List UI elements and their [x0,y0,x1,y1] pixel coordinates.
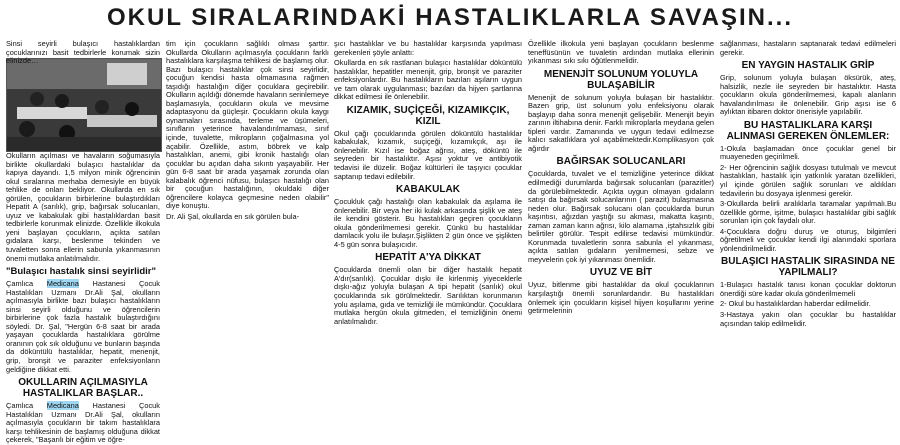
col5-paragraph-2: Grip, solunum yoluyla bulaşan öksürük, ateş, halsizlik, nezle ile seyreden bir hastalıktır. Hasta çocukların okula gönderilmemesi, kapalı alanların havalandırılması ile önlenebilir. Grip aşısı ise 6 aylıktan itibaren doktor önerisiyle yapılabilir. [720,73,896,117]
col5-paragraph-6: 4-Çocuklara doğru duruş ve oturuş, bilgimleri öğretilmeli ve çocuklar kendi ilgi alanındaki sporlara yönlendirilmelidir. [720,226,896,253]
col3-paragraph-1: şıcı hastalıklar ve bu hastalıklar karşısında yapılması gerekenleri şöyle anlattı: [334,39,522,57]
col5-paragraph-4: 2- Her öğrencinin sağlık dosyası tutulmalı ve mevcut hastalıkları, hastalık için yatkınlık yaratan özellikleri, yıl içinde görülen sağlık sorunları ve aldıkları tedavilerin bu dosyaya işlenmesi gerekir. [720,162,896,198]
subheading-uyuz: UYUZ VE BİT [589,267,653,279]
subheading-kabakulak: KABAKULAK [396,184,460,196]
column-1 [6,151,160,445]
col3-paragraph-5: Çocuklarda önemli olan bir diğer hastalık hepatit A'dır(sarılık). Çocuklar dışkı ile kirlenmiş yiyeceklerle dışkı-ağız yoluyla bulaşan A tipi hepatit (sarılık) okul çocuklarında sık görülmektedir. Sarılıktan korunmanın yolu aşılama, gıda ve temizliği ile mümkündür. Çocuklara mutlaka hergün okula gitmeden, el temizliğinin önemi anlatılmalıdır. [334,265,522,326]
highlight-medicana-2: Medicana [46,401,79,411]
subheading-bagirsak: BAĞIRSAK SOLUCANLARI [556,156,686,168]
col5-paragraph-8: 2- Okul bu hastalıklardan haberdar edilmelidir. [720,299,871,309]
classroom-photo [6,58,162,152]
col2-paragraph-1: tim için çocukların sağlıklı olması şarttır. Okullarda Okulların açılmasıyla çocukların farklı hastalıklara karşılaşma tehlikesi de başlamış olur. Bazı bulaşıcı hastalıklar çok sinsi seyirlidir, çocuğun kendisi hasta olmamasına rağmen taşıdığı hastalığın diğer çocuklara geçirebilir. Okulların açıldığı dönemde havaların serinlemeye başlamasıyla, çocukların okula ve mevsime adaptasyonu da güçleşir. Çocukların okula kaygı oynamaları sırasında, terleme ve üşümeleri, sınıfların yeterince havalandırılmaması, sınıf içinde, tuvalette, mikropların çoğalmasına yol açabilir. Özellikle, astım, böbrek ve kalp hastalıkları, anemi, gibi kronik hastalığı olan çocuklar bu açıdan daha sıkıntı yaşayabilir. Her gün 6-8 saat bir arada yaşamak zorunda olan kalabalık öğrenci nüfusu, bulaşıcı hastalığı olan bir çocuğun hastalığının, okuldaki diğer öğrencilere kolayca geçmesine neden olabilir" diye konuştu. [166,39,329,211]
col3-paragraph-2: Okullarda en sık rastlanan bulaşıcı hastalıklar döküntülü hastalıklar, hepatitler menenjit, grip, bronşit ve paraziter enfeksiyonlardır. Bu hastalıkların bazıları aşıların uygun ve tam olarak uygulanması; bazıları da hijyen şartlarına dikkat edilmesi ile önlenebilir. [334,58,522,102]
column-4 [528,40,714,416]
col5-paragraph-5: 3-Okullarda belirli aralıklarla taramalar yapılmalı.Bu özellikle görme, işitme, bulaşıcı hastalıklar gibi sağlık sorunları için çok faydalı olur. [720,199,896,226]
col4-paragraph-4: Uyuz, bitlenme gibi hastalıklar da okul çocuklarının karşılaştığı önemli sorunlardandır. Bu hastalıkları önlemek için çocukların kişisel hijyen koşullarını yerine getirmelerinin [528,280,714,316]
col3-paragraph-3: Okul çağı çocuklarında görülen döküntülü hastalıklar kabakulak, kızamık, suçiçeği, kızamıkçık, aşı ile önlenebilir. Kızıl ise boğaz ağrısı, ateş, döküntü ile seyreden bir hastalıktır. Aşısı yoktur ve antibiyotik tedavisi ile düzelir. Boğaz kültürleri ile taşıyıcı çocuklar saptanıp tedavi edilebilir. [334,128,522,181]
col4-paragraph-2: Menenjit de solunum yoluyla bulaşan bir hastalıktır. Bazen grip, üst solunum yolu enfeksiyonu olarak başlayıp daha sonra menenjit gelişebilir. Menenjit beyin zarının iltihabına denir. Farklı mikroplarla meydana gelen tipleri vardır. Zamanında ve uygun tedavi edilmezse kalıcı sakatlıklara yol açabilmektedir.Komplikasyon çok ağırdır [528,92,714,153]
column-2 [166,40,329,416]
highlight-medicana: Medicana [46,279,79,289]
column-3 [334,40,522,416]
col5-paragraph-1: sağlanması, hastaların saptanarak tedavi edilmeleri gerekir. [720,39,896,57]
subheading-hepatit: HEPATİT A'YA DİKKAT [375,252,481,264]
column-1-top [6,39,160,66]
classroom-photo-image [7,59,161,151]
subheading-okullarin-acilmasi: OKULLARIN AÇILMASIYLA HASTALIKLAR BAŞLAR.. [18,377,148,400]
column-5 [720,40,896,416]
subheading-ne-yapilmali: BULAŞICI HASTALIK SIRASINDA NE YAPILMALI? [721,256,895,279]
subheading-bulasici: "Bulaşıcı hastalık sinsi seyirlidir" [6,266,156,278]
col1-paragraph-3: Çamlıca Medicana Hastanesi Çocuk Hastalıkları Uzmanı Dr.Ali Şal, okulların açılmasıyla çocukların bir takım hastalıklara karşı tehlikesinin de başlamış olduğuna dikkat çekerek, "Başarılı bir eğitim ve öğre- [6,401,160,445]
subheading-kizamik: KIZAMIK, SUÇİÇEĞİ, KIZAMIKÇIK, KIZIL [346,104,510,127]
subheading-onlemler: BU HASTALIKLARA KARŞI ALINMASI GEREKEN ÖNLEMLER: [726,119,890,142]
headline: OKUL SIRALARINDAKİ HASTALIKLARLA SAVAŞIN... [107,4,793,31]
col4-paragraph-3: Çocuklarda, tuvalet ve el temizliğine yeterince dikkat edilmediği durumlarda bağırsak solucanları (parazitler) da görülebilmektedir. Açıkta uygun olmayan gıdaların satışı da bağırsak solucanlarının ( parazit) bulaşmasına neden olur. Bağırsak solucanı olan çocuklarda burun kaşıntısı, ağızdan yaştığı su akması, makatta kaşıntı, zaman zaman karın ağrısı, kilo alamama ,iştahsızlık gibi belirtiler görülür. Tespit edilirse tedavisi mümkündür. Korunmada tuvaletlerin sonra sabunla el yıkanması, açıkta satılan gıdaların yenilmemesi, sebze ve meyvelerin çok iyi yıkanması önemlidir. [528,169,714,264]
col1-paragraph-1: Okulların açılması ve havaların soğumasıyla birlikte okullardaki bulaşıcı hastalıklar da kapıya dayandı. 1,5 milyon minik öğrencinin okul sıralarına merhaba demesiyle en büyük tehlike de onları bekliyor. Okullarda en sık görülen, çocukların birbirlerine bulaştırdıkları Hepatit A (sarılık), grip, bağırsak solucanları, uyuz ve kabakulak gibi hastalıklardan basit tedbirlerle korunmak elinizde. Özellikle ilkokula yeni başlayan çocukların, açıkta satılan gıdalara karşı, beslenme tekinden ve tuvaletten sonra ellerin sabunla yıkanmasının önemi mutlaka anlatılmalıdır. [6,151,160,263]
col5-paragraph-9: 3-Hastaya yakın olan çocuklar bu hastalıklar açısından takip edilmelidir. [720,310,896,328]
col5-paragraph-7: 1-Bulaşıcı hastalık tanısı konan çocuklar doktorun önerdiği süre kadar okula gönderilmemeli [720,280,896,298]
col1-paragraph-2: Çamlıca Medicana Hastanesi Çocuk Hastalıkları Uzmanı Dr.Ali Şal, okulların açılmasıyla birlikte bazı bulaşıcı hastalıkların sinsi seyirli olduğunu ve öğrencilerin birbirlerine çok fazla hastalık bulaştırdığını söyledi. Dr. Şal, "Hergün 6-8 saat bir arada yaşayan çocuklarda hastalıklara görülme oranının çok sık olduğunu ve bunların başında da döküntülü hastalıklar, hepatit, menenjit, grip, bronşit ve paraziter enfeksiyonların geldiğine dikkat etti. [6,279,160,374]
intro-text: Sinsi seyirli bulaşıcı hastalıklardan çocuklarınızı basit tedbirlerle korumak sizin elinizde… [6,39,160,66]
col4-paragraph-1: Özellikle ilkokula yeni başlayan çocukların beslenme teneffüsünün ve tuvaletin ardından mutlaka ellerinin yıkanması sıkı sıkı öğütlenmelidir. [528,39,714,66]
col5-paragraph-3: 1-Okula başlamadan önce çocuklar genel bir muayeneden geçirilmeli. [720,143,896,162]
subheading-menenjit: MENENJİT SOLUNUM YOLUYLA BULAŞABİLİR [543,68,699,91]
subheading-grip: EN YAYGIN HASTALIK GRİP [741,60,875,72]
col2-paragraph-2: Dr. Ali Şal, okullarda en sık görülen bula- [166,211,300,221]
col3-paragraph-4: Çocukluk çağı hastalığı olan kabakulak da aşılama ile önlenebilir. Bir veya her iki kulak arkasında şişlik ve ateş ile kendini gösterir. Bu hastalıkları geçiren çocukların okula gönderilmemesi gerekir. Çünkü bu hastalıklar damlacık yolu ile bulaşır.Şişlikten 2 gün önce ve şişlikten 4-5 gün sonra bulaşıcıdır. [334,197,522,249]
